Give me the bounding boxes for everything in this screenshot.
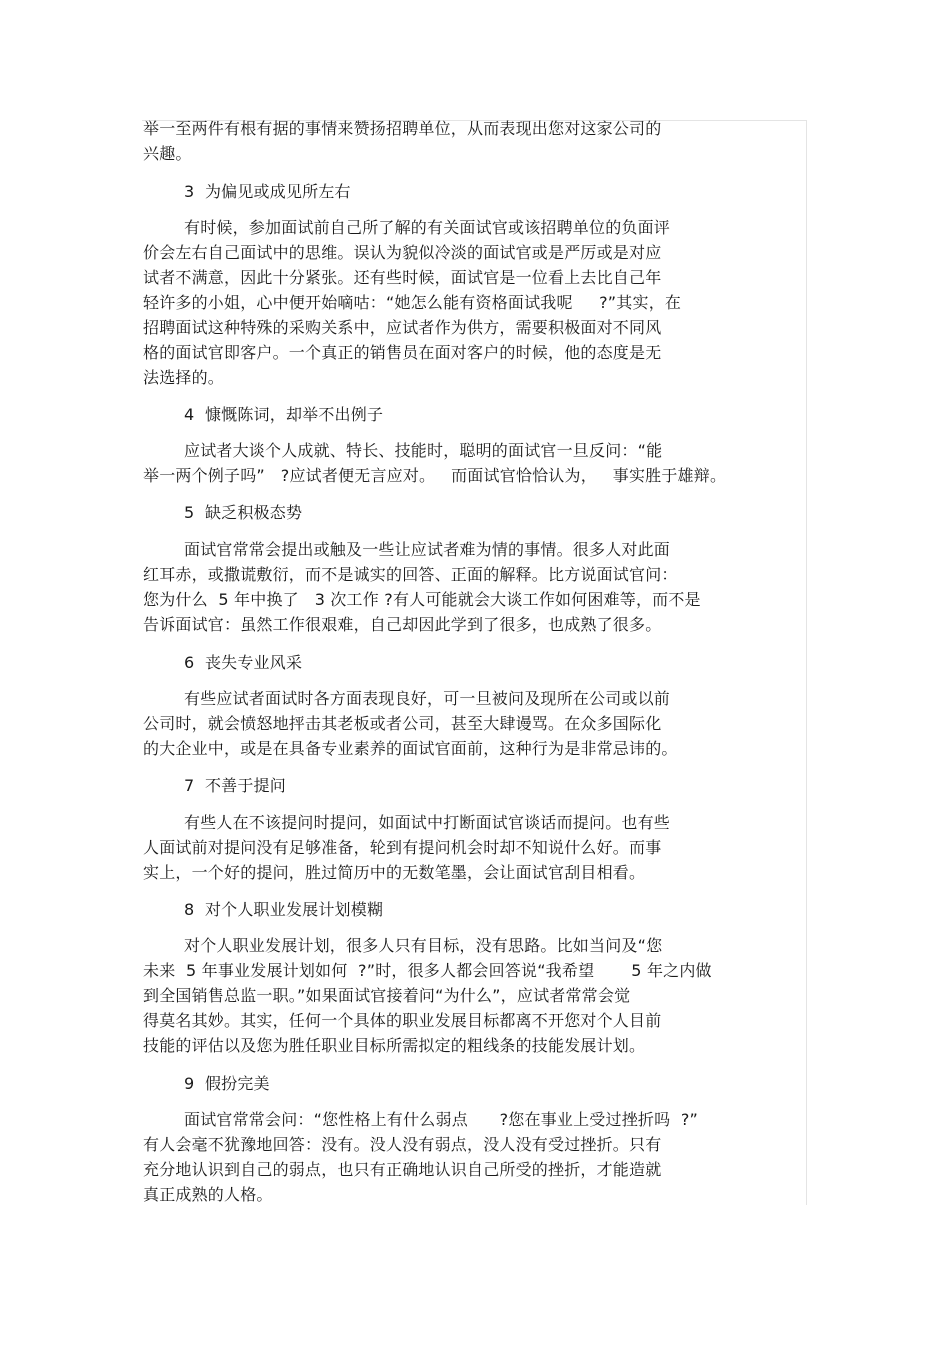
paragraph-line: 公司时，就会愤怒地抨击其老板或者公司，甚至大肆谩骂。在众多国际化: [143, 714, 662, 733]
paragraph-line: 法选择的。: [143, 368, 225, 387]
paragraph-line: 举一至两件有根有据的事情来赞扬招聘单位，从而表现出您对这家公司的: [143, 119, 662, 138]
paragraph-line: 兴趣。: [143, 144, 192, 163]
paragraph-line: 招聘面试这种特殊的采购关系中，应试者作为供方，需要积极面对不同风: [143, 318, 662, 337]
paragraph-line: 实上，一个好的提问，胜过简历中的无数笔墨，会让面试官刮目相看。: [143, 863, 646, 882]
paragraph-line: 对个人职业发展计划，很多人只有目标，没有思路。比如当问及“您: [184, 936, 663, 955]
paragraph-line: 有些人在不该提问时提问，如面试中打断面试官谈话而提问。也有些: [184, 813, 671, 832]
section-heading-3: 3 为偏见或成见所左右: [184, 182, 351, 201]
paragraph-line: 充分地认识到自己的弱点，也只有正确地认识自己所受的挫折，才能造就: [143, 1160, 662, 1179]
paragraph-line: 轻许多的小姐，心中便开始嘀咕：“她怎么能有资格面试我呢 ?”其实，在: [143, 293, 682, 312]
section-heading-9: 9 假扮完美: [184, 1074, 270, 1093]
paragraph-line: 您为什么 5 年中换了 3 次工作 ?有人可能就会大谈工作如何困难等，而不是: [143, 590, 701, 609]
paragraph-line: 应试者大谈个人成就、特长、技能时，聪明的面试官一旦反问：“能: [184, 441, 663, 460]
paragraph-line: 格的面试官即客户。一个真正的销售员在面对客户的时候，他的态度是无: [143, 343, 662, 362]
paragraph-line: 未来 5 年事业发展计划如何 ?”时，很多人都会回答说“我希望 5 年之内做: [143, 961, 712, 980]
paragraph-line: 有人会毫不犹豫地回答：没有。没人没有弱点，没人没有受过挫折。只有: [143, 1135, 662, 1154]
paragraph-line: 试者不满意，因此十分紧张。还有些时候，面试官是一位看上去比自己年: [143, 268, 662, 287]
paragraph-line: 面试官常常会问：“您性格上有什么弱点 ?您在事业上受过挫折吗 ?”: [184, 1110, 699, 1129]
section-heading-5: 5 缺乏积极态势: [184, 503, 303, 522]
paragraph-line: 到全国销售总监一职。”如果面试官接着问“为什么”，应试者常常会觉: [143, 986, 631, 1005]
paragraph-line: 有些应试者面试时各方面表现良好，可一旦被问及现所在公司或以前: [184, 689, 671, 708]
paragraph-line: 技能的评估以及您为胜任职业目标所需拟定的粗线条的技能发展计划。: [143, 1036, 646, 1055]
paragraph-line: 得莫名其妙。其实，任何一个具体的职业发展目标都离不开您对个人目前: [143, 1011, 662, 1030]
paragraph-line: 面试官常常会提出或触及一些让应试者难为情的事情。很多人对此面: [184, 540, 671, 559]
section-heading-8: 8 对个人职业发展计划模糊: [184, 900, 384, 919]
paragraph-line: 真正成熟的人格。: [143, 1185, 273, 1204]
paragraph-line: 人面试前对提问没有足够准备，轮到有提问机会时却不知说什么好。而事: [143, 838, 662, 857]
section-heading-6: 6 丧失专业风采: [184, 653, 303, 672]
paragraph-line: 告诉面试官：虽然工作很艰难，自己却因此学到了很多，也成熟了很多。: [143, 615, 662, 634]
paragraph-line: 价会左右自己面试中的思维。误认为貌似冷淡的面试官或是严厉或是对应: [143, 243, 662, 262]
paragraph-line: 红耳赤，或撒谎敷衍，而不是诚实的回答、正面的解释。比方说面试官问：: [143, 565, 678, 584]
paragraph-line: 的大企业中，或是在具备专业素养的面试官面前，这种行为是非常忌讳的。: [143, 739, 678, 758]
section-heading-7: 7 不善于提问: [184, 776, 286, 795]
section-heading-4: 4 慷慨陈词，却举不出例子: [184, 405, 384, 424]
paragraph-line: 举一两个例子吗” ?应试者便无言应对。 而面试官恰恰认为， 事实胜于雄辩。: [143, 466, 727, 485]
paragraph-line: 有时候，参加面试前自己所了解的有关面试官或该招聘单位的负面评: [184, 218, 671, 237]
